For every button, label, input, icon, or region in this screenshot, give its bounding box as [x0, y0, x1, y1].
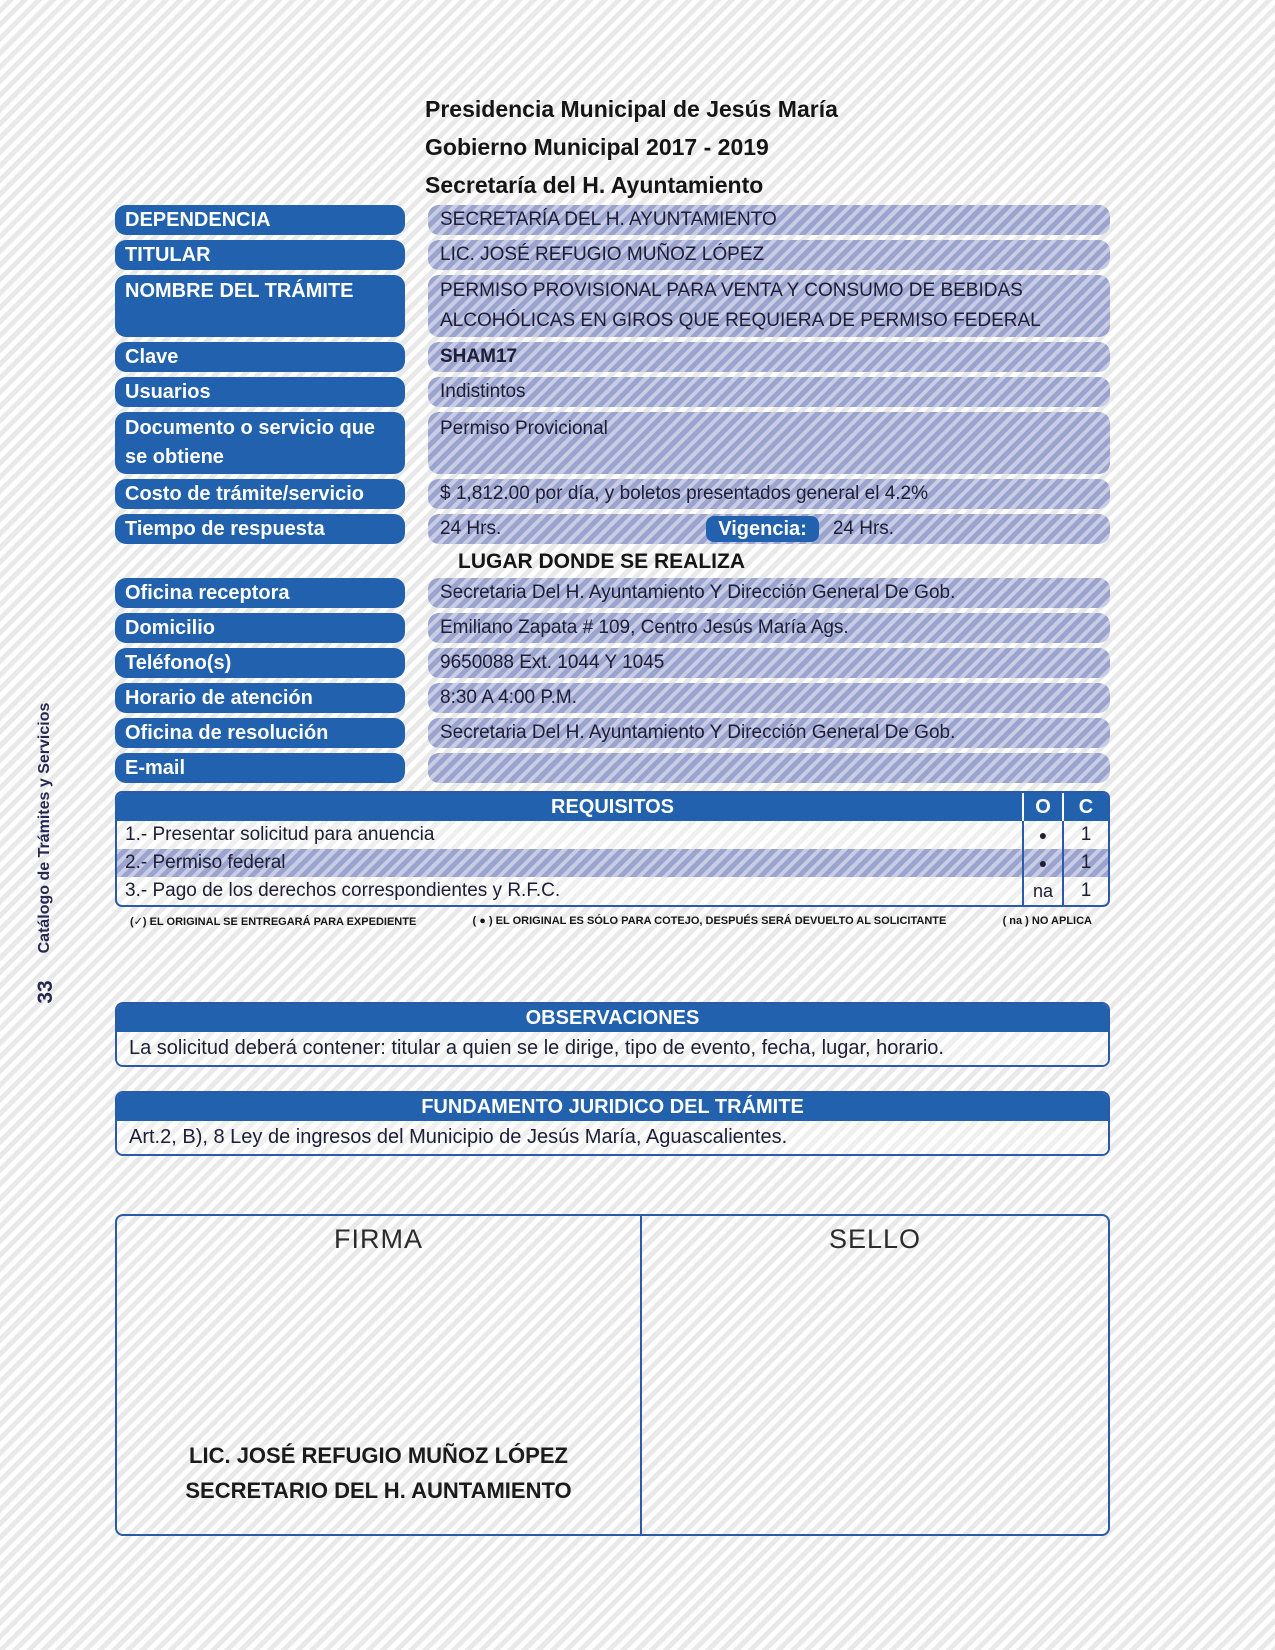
- not-applicable-marker: na: [1022, 877, 1062, 905]
- row-label: Clave: [115, 342, 405, 372]
- row-label: E-mail: [115, 753, 405, 783]
- original-cotejo-dot: ●: [1022, 849, 1062, 877]
- lugar-heading: LUGAR DONDE SE REALIZA: [458, 550, 746, 573]
- signature-seal-box: [115, 1214, 1110, 1536]
- vigencia-value: 24 Hrs.: [832, 518, 895, 539]
- requisito-row: [117, 849, 1108, 877]
- location-row-domicilio: [115, 613, 1110, 643]
- row-value: $ 1,812.00 por día, y boletos presentados general el 4.2%: [428, 479, 1110, 509]
- info-row-titular: [115, 240, 1110, 270]
- column-header-c: C: [1062, 793, 1108, 821]
- fundamento-section: [115, 1091, 1110, 1156]
- footnote-original-cotejo: ( ● ) EL ORIGINAL ES SÓLO PARA COTEJO, DESPUÉS SERÁ DEVUELTO AL SOLICITANTE: [472, 915, 947, 927]
- row-value: 9650088 Ext. 1044 Y 1045: [428, 648, 1110, 678]
- info-row-tiempo-respuesta: [115, 514, 1110, 544]
- info-row-dependencia: [115, 205, 1110, 235]
- requisitos-table: [115, 791, 1110, 907]
- row-value: Permiso Provicional: [428, 412, 1110, 474]
- info-row-nombre-tramite: [115, 275, 1110, 337]
- row-value: Secretaria Del H. Ayuntamiento Y Dirección General De Gob.: [428, 578, 1110, 608]
- row-value: LIC. JOSÉ REFUGIO MUÑOZ LÓPEZ: [428, 240, 1110, 270]
- fundamento-title: FUNDAMENTO JURIDICO DEL TRÁMITE: [117, 1093, 1108, 1121]
- row-value: [428, 753, 1110, 783]
- sello-title: SELLO: [828, 1224, 922, 1254]
- row-label: DEPENDENCIA: [115, 205, 405, 235]
- row-value: PERMISO PROVISIONAL PARA VENTA Y CONSUMO DE BEBIDAS ALCOHÓLICAS EN GIROS QUE REQUIERA DE PERMISO FEDERAL: [428, 275, 1110, 337]
- observaciones-title: OBSERVACIONES: [117, 1004, 1108, 1032]
- header-line-3: Secretaría del H. Ayuntamiento: [425, 172, 764, 198]
- requisito-row: [117, 877, 1108, 905]
- header-line-2: Gobierno Municipal 2017 - 2019: [425, 134, 769, 160]
- header-line-1: Presidencia Municipal de Jesús María: [425, 96, 838, 122]
- info-row-documento-servicio: [115, 412, 1110, 474]
- footnote-original-expediente: (✓) EL ORIGINAL SE ENTREGARÁ PARA EXPEDIENTE: [130, 916, 417, 928]
- row-label: Teléfono(s): [115, 648, 405, 678]
- observaciones-section: [115, 1002, 1110, 1067]
- requisito-row: [117, 821, 1108, 849]
- row-label: Tiempo de respuesta: [115, 514, 405, 544]
- requisito-text: 2.- Permiso federal: [125, 852, 286, 873]
- copies-count: 1: [1062, 849, 1108, 877]
- firma-area: [117, 1216, 642, 1534]
- row-label: Costo de trámite/servicio: [115, 479, 405, 509]
- row-label: Documento o servicio que se obtiene: [115, 412, 405, 474]
- original-cotejo-dot: ●: [1022, 821, 1062, 849]
- row-label: Horario de atención: [115, 683, 405, 713]
- row-label: Oficina receptora: [115, 578, 405, 608]
- info-row-usuarios: [115, 377, 1110, 407]
- location-row-telefonos: [115, 648, 1110, 678]
- requisito-text: 1.- Presentar solicitud para anuencia: [125, 824, 435, 845]
- signatory-name: LIC. JOSÉ REFUGIO MUÑOZ LÓPEZ: [189, 1443, 568, 1468]
- signatory-block: [117, 1438, 640, 1508]
- requisitos-header: [117, 793, 1108, 821]
- row-value: Secretaria Del H. Ayuntamiento Y Dirección General De Gob.: [428, 718, 1110, 748]
- location-row-email: [115, 753, 1110, 783]
- copies-count: 1: [1062, 877, 1108, 905]
- column-header-o: O: [1022, 793, 1062, 821]
- row-label: Domicilio: [115, 613, 405, 643]
- row-value: SECRETARÍA DEL H. AYUNTAMIENTO: [428, 205, 1110, 235]
- signatory-role: SECRETARIO DEL H. AUNTAMIENTO: [185, 1478, 572, 1503]
- info-row-clave: [115, 342, 1110, 372]
- requisito-text: 3.- Pago de los derechos correspondientes y R.F.C.: [125, 880, 561, 901]
- firma-title: FIRMA: [334, 1224, 423, 1254]
- info-row-costo: [115, 479, 1110, 509]
- row-value: SHAM17: [428, 342, 1110, 372]
- copies-count: 1: [1062, 821, 1108, 849]
- row-value: Indistintos: [428, 377, 1110, 407]
- row-value: Emiliano Zapata # 109, Centro Jesús María Ags.: [428, 613, 1110, 643]
- observaciones-body: La solicitud deberá contener: titular a quien se le dirige, tipo de evento, fecha, lugar, horario.: [117, 1032, 1108, 1065]
- row-value-vigencia: [428, 514, 1110, 544]
- tiempo-value: 24 Hrs.: [440, 518, 502, 539]
- row-label: TITULAR: [115, 240, 405, 270]
- location-row-horario: [115, 683, 1110, 713]
- row-label: Oficina de resolución: [115, 718, 405, 748]
- vigencia-badge: Vigencia:: [706, 516, 819, 542]
- location-row-oficina-resolucion: [115, 718, 1110, 748]
- requisitos-footnotes: [115, 907, 1110, 928]
- row-label: NOMBRE DEL TRÁMITE: [115, 275, 405, 337]
- document-header: [425, 90, 838, 204]
- content-column: [115, 205, 1110, 1536]
- row-label: Usuarios: [115, 377, 405, 407]
- footnote-no-aplica: ( na ) NO APLICA: [1002, 915, 1092, 927]
- sidebar-catalog-label: Catálogo de Trámites y Servicios: [36, 702, 53, 954]
- location-row-oficina-receptora: [115, 578, 1110, 608]
- fundamento-body: Art.2, B), 8 Ley de ingresos del Municipio de Jesús María, Aguascalientes.: [117, 1121, 1108, 1154]
- page-number: 33: [34, 980, 57, 1004]
- requisitos-title: REQUISITOS: [551, 795, 674, 818]
- row-value: 8:30 A 4:00 P.M.: [428, 683, 1110, 713]
- sello-area: [642, 1216, 1108, 1534]
